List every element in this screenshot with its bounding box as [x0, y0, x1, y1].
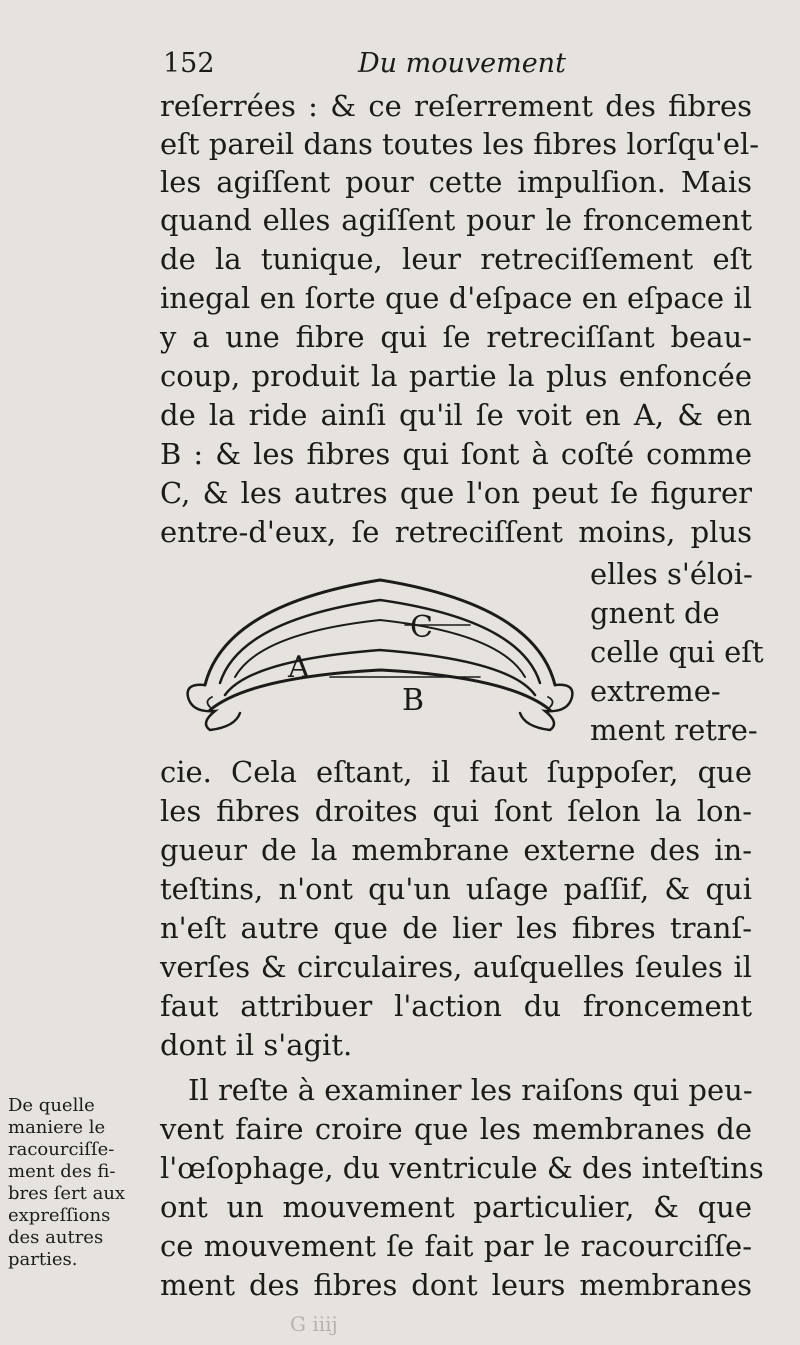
text-line: eſt pareil dans toutes les fibres lorſqu'el- [160, 127, 760, 161]
text-line: faut attribuer l'action du froncement [160, 989, 752, 1023]
text-line: teſtins, n'ont qu'un uſage paſſif, & qui [160, 872, 752, 906]
text-line: inegal en ſorte que d'eſpace en eſpace il [160, 281, 752, 315]
margin-note-line: bres ſert aux [8, 1183, 126, 1204]
margin-note-line: expreſſions [8, 1205, 111, 1226]
margin-note-line: parties. [8, 1249, 78, 1270]
text-line: ce mouvement ſe fait par le racourciſſe- [160, 1229, 752, 1263]
signature-mark: G iiij [290, 1312, 338, 1336]
text-line: reſerrées : & ce reſerrement des fibres [160, 89, 752, 123]
page-header [163, 48, 763, 88]
text-line: coup, produit la partie la plus enfoncée [160, 359, 752, 393]
figure-label-c: C [410, 610, 433, 645]
text-line: C, & les autres que l'on peut ſe figurer [160, 476, 752, 510]
margin-note-line: racourciſſe- [8, 1139, 115, 1160]
text-line: ont un mouvement particulier, & que [160, 1190, 752, 1224]
text-line: vent faire croire que les membranes de [160, 1112, 752, 1146]
text-line: l'œſophage, du ventricule & des inteſtins [160, 1151, 764, 1185]
text-line: entre-d'eux, ſe retreciſſent moins, plus [160, 515, 752, 549]
text-line: ment retre- [590, 713, 758, 747]
margin-note-line: ment des fi- [8, 1161, 116, 1182]
text-line: cie. Cela eſtant, il faut ſuppoſer, que [160, 755, 752, 789]
text-line: les fibres droites qui ſont ſelon la lon- [160, 794, 752, 828]
text-line: ment des fibres dont leurs membranes [160, 1268, 752, 1302]
text-line: les agiſſent pour cette impulſion. Mais [160, 165, 752, 199]
text-line: n'eſt autre que de lier les fibres tranſ- [160, 911, 752, 945]
text-line: gueur de la membrane externe des in- [160, 833, 752, 867]
margin-note [8, 1095, 148, 1271]
text-line: de la tunique, leur retreciſſement eſt [160, 242, 752, 276]
text-line: elles s'éloi- [590, 557, 753, 591]
text-line: verſes & circulaires, auſquelles ſeules il [160, 950, 752, 984]
tunic-fold-figure [180, 565, 580, 745]
text-line: de la ride ainſi qu'il ſe voit en A, & en [160, 398, 752, 432]
figure-label-a: A [288, 650, 310, 685]
figure-label-b: B [402, 683, 425, 718]
margin-note-line: maniere le [8, 1117, 106, 1138]
page-number: 152 [163, 48, 215, 79]
text-line: dont il s'agit. [160, 1028, 353, 1062]
running-title: Du mouvement [358, 48, 566, 79]
text-line: quand elles agiſſent pour le froncement [160, 203, 752, 237]
text-line: B : & les fibres qui ſont à coſté comme [160, 437, 752, 471]
margin-note-line: De quelle [8, 1095, 95, 1116]
text-line: gnent de [590, 596, 720, 630]
text-line: y a une fibre qui ſe retreciſſant beau- [160, 320, 752, 354]
margin-note-line: des autres [8, 1227, 104, 1248]
text-line: celle qui eſt [590, 635, 764, 669]
text-line: Il reſte à examiner les raiſons qui peu- [188, 1073, 753, 1107]
text-line: extreme- [590, 674, 721, 708]
